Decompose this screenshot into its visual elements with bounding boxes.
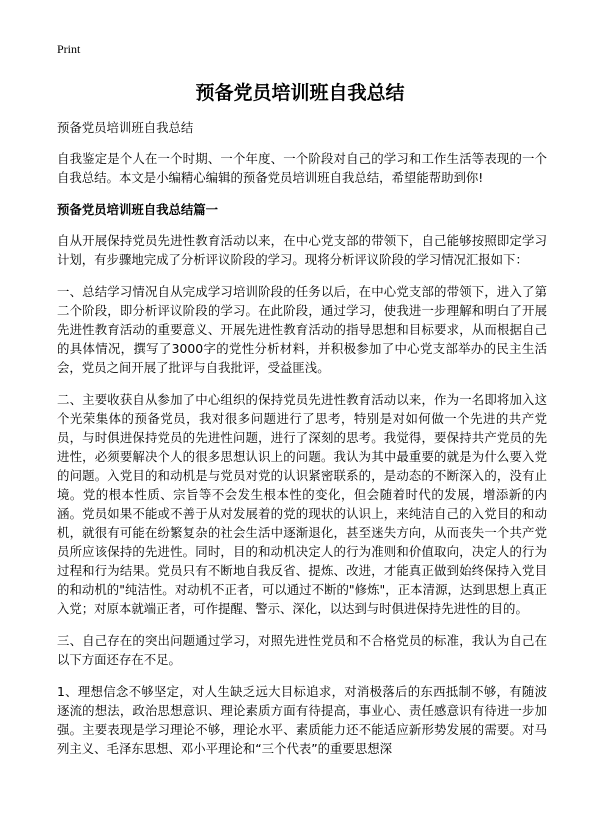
body-paragraph-4: 三、自己存在的突出问题通过学习，对照先进性党员和不合格党员的标准，我认为自己在以下方面还存在不足。 <box>57 633 547 667</box>
body-paragraph-3: 二、主要收获自从参加了中心组织的保持党员先进性教育活动以来，作为一名即将加入这个光荣集体的预备党员，我对很多问题进行了思考，特别是对如何做一个先进的共产党员，与时俱进保持党员的先进性问题，进行了深刻的思考。我觉得，要保持共产党员的先进性，必须要解决个人的很多思想认识上的问题。我认为其中最重要的就是为什么要入党的问题。入党目的和动机是与党员对党的认识紧密联系的，是动态的不断深入的，没有止境。党的根本性质、宗旨等不会发生根本性的变化，但会随着时代的发展，增添新的内涵。党员如果不能或不善于从对发展着的党的现状的认识上，来纯洁自己的入党目的和动机，就很有可能在纷繁复杂的社会生活中逐渐退化，甚至迷失方向，从而丧失一个共产党员所应该保持的先进性。同时，目的和动机决定人的行为准则和价值取向，决定人的行为过程和行为结果。党员只有不断地自我反省、提炼、改进，才能真正做到始终保持入党目的和动机的"纯洁性。对动机不正者，可以通过不断的"修炼"，正本清源，达到思想上真正入党；对原本就端正者，可作提醒、警示、深化，以达到与时俱进保持先进性的目的。 <box>57 392 547 616</box>
page-title: 预备党员培训班自我总结 <box>195 82 405 104</box>
section-heading: 预备党员培训班自我总结篇一 <box>57 202 219 217</box>
body-paragraph-2: 一、总结学习情况自从完成学习培训阶段的任务以后，在中心党支部的带领下，进入了第二个阶段，即分析评议阶段的学习。在此阶段，通过学习，使我进一步理解和明白了开展先进性教育活动的重要意义、开展先进性教育活动的指导思想和目标要求，从而根据自己的具体情况，撰写了3000字的党性分析材料，并积极参加了中心党支部举办的民主生活会，党员之间开展了批评与自我批评，受益匪浅。 <box>57 284 547 375</box>
print-link[interactable]: Print <box>57 42 81 56</box>
body-paragraph-5: 1、理想信念不够坚定，对人生缺乏远大目标追求，对消极落后的东西抵制不够，有随波逐流的想法，政治思想意识、理论素质方面有待提高，事业心、责任感意识有待进一步加强。主要表现是学习理论不够，理论水平、素质能力还不能适应新形势发展的需要。对马列主义、毛泽东思想、邓小平理论和“三个代表”的重要思想深 <box>57 684 547 756</box>
document-subtitle: 预备党员培训班自我总结 <box>57 120 194 135</box>
intro-paragraph: 自我鉴定是个人在一个时期、一个年度、一个阶段对自己的学习和工作生活等表现的一个自我总结。本文是小编精心编辑的预备党员培训班自我总结，希望能帮助到你! <box>57 151 547 185</box>
body-paragraph-1: 自从开展保持党员先进性教育活动以来，在中心党支部的带领下，自己能够按照即定学习计划，有步骤地完成了分析评议阶段的学习。现将分析评议阶段的学习情况汇报如下： <box>57 233 547 267</box>
document-body <box>57 118 547 771</box>
